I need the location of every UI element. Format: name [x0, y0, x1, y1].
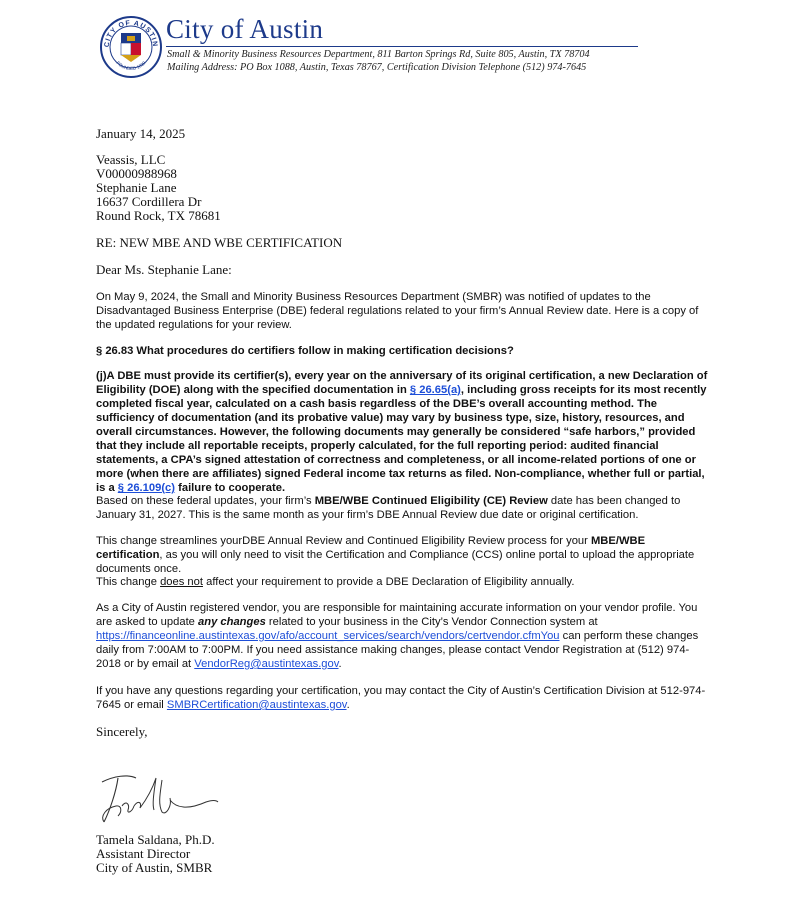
city-seal-logo: [100, 16, 162, 78]
recipient-city-state-zip: Round Rock, TX 78681: [96, 208, 221, 223]
handwritten-signature: [96, 760, 226, 830]
vendor-reg-email-link[interactable]: VendorReg@austintexas.gov: [194, 658, 339, 670]
recipient-name: Stephanie Lane: [96, 180, 177, 195]
regulation-heading: § 26.83 What procedures do certifiers follow in making certification decisions?: [96, 345, 514, 357]
regulation-link-26-109c[interactable]: § 26.109(c): [117, 482, 176, 494]
department-address: Small & Minority Business Resources Department, 811 Barton Springs Rd, Suite 805, Austin, TX 78704: [167, 49, 590, 60]
vendor-profile-text-3: can perform these changes daily from 7:00AM to 7:00PM. If you need assistance making changes, please contact Vendor Registration at (512) 974-2018 or by email at: [96, 630, 699, 670]
vendor-connection-link[interactable]: https://financeonline.austintexas.gov/afo/account_services/search/vendors/certvendor.cfmYou: [96, 630, 560, 642]
letter-subject: RE: NEW MBE AND WBE CERTIFICATION: [96, 235, 343, 250]
recipient-street: 16637 Cordillera Dr: [96, 194, 202, 209]
vendor-profile-text-2: related to your business in the City’s Vendor Connection system at: [265, 616, 598, 628]
vendor-profile-text-end: .: [338, 658, 342, 670]
regulation-link-26-65a[interactable]: § 26.65(a): [409, 384, 461, 396]
streamline-bold: MBE/WBE certification: [96, 535, 646, 561]
letterhead-divider: [166, 46, 638, 47]
ce-review-bold: MBE/WBE Continued Eligibility (CE) Review: [314, 495, 548, 507]
closing: Sincerely,: [96, 724, 148, 739]
signer-organization: City of Austin, SMBR: [96, 860, 213, 875]
declaration-paragraph: [96, 575, 708, 589]
letter-date: January 14, 2025: [96, 126, 186, 141]
regulation-text-part1: (j)A DBE must provide its certifier(s), every year on the anniversary of its original certification, a new Declaration of Eligibility (DOE) along with the specified documentation in: [96, 370, 708, 396]
intro-paragraph: On May 9, 2024, the Small and Minority Business Resources Department (SMBR) was notified of updates to the Disadvantaged Business Enterprise (DBE) federal regulations related to your firm’s Annual Review date. Here is a copy of the updated regulations for your review.: [96, 291, 699, 331]
svg-text:FOUNDED 1839: FOUNDED 1839: [115, 60, 147, 72]
vendor-profile-text: As a City of Austin registered vendor, you are responsible for maintaining accurate information on your vendor profile. You are asked to update: [96, 602, 698, 628]
questions-paragraph: [96, 684, 708, 712]
vendor-profile-paragraph: [96, 601, 708, 671]
signer-name: Tamela Saldana, Ph.D.: [96, 832, 215, 847]
ce-review-text: Based on these federal updates, your firm’s: [96, 495, 315, 507]
recipient-vendor-id: V00000988968: [96, 166, 177, 181]
svg-text:CITY OF AUSTIN: CITY OF AUSTIN: [103, 19, 159, 48]
streamline-paragraph: [96, 534, 708, 576]
salutation: Dear Ms. Stephanie Lane:: [96, 262, 232, 277]
ce-review-text-end: date has been changed to January 31, 2027. This is the same month as your firm’s DBE Annual Review due date or original certification.: [96, 495, 681, 521]
declaration-text-end: affect your requirement to provide a DBE Declaration of Eligibility annually.: [202, 576, 575, 588]
questions-text: If you have any questions regarding your certification, you may contact the City of Austin’s Certification Division at 512-974-7645 or email: [96, 685, 706, 711]
streamline-text-end: , as you will only need to visit the Certification and Compliance (CCS) online portal to upload the appropriate documents once.: [96, 549, 695, 575]
ce-review-paragraph: [96, 494, 708, 522]
declaration-underline: does not: [160, 576, 203, 588]
declaration-text: This change: [96, 576, 161, 588]
regulation-text-part2: , including gross receipts for its most recently completed fiscal year, calculated on a cash basis regardless of the DBE’s overall accounting method. The sufficiency of documentation (and its probative value) may vary by business type, size, history, resources, and overall circumstances. However, the following documents may generally be considered “safe harbors,” provided that they include all reportable receipts, properly calculated, for the full reporting period: audited financial statements, a CPA’s signed attestation of correctness and completeness, or all income-related portions of one or more (when there are affiliates) signed Federal income tax returns as filed. Non-compliance, whether full or partial, is a: [96, 384, 707, 494]
mailing-address: Mailing Address: PO Box 1088, Austin, Texas 78767, Certification Division Telephone (512) 974-7645: [167, 62, 587, 73]
signer-title: Assistant Director: [96, 846, 191, 861]
regulation-text-part3: failure to cooperate.: [175, 482, 286, 494]
streamline-text: This change streamlines yourDBE Annual Review and Continued Eligibility Review process for your: [96, 535, 591, 547]
questions-text-end: .: [346, 699, 350, 711]
city-title: City of Austin: [166, 14, 324, 44]
recipient-company: Veassis, LLC: [96, 152, 166, 167]
vendor-profile-emphasis: any changes: [198, 616, 266, 628]
smbr-certification-email-link[interactable]: SMBRCertification@austintexas.gov: [166, 699, 347, 711]
regulation-text: [96, 369, 708, 495]
